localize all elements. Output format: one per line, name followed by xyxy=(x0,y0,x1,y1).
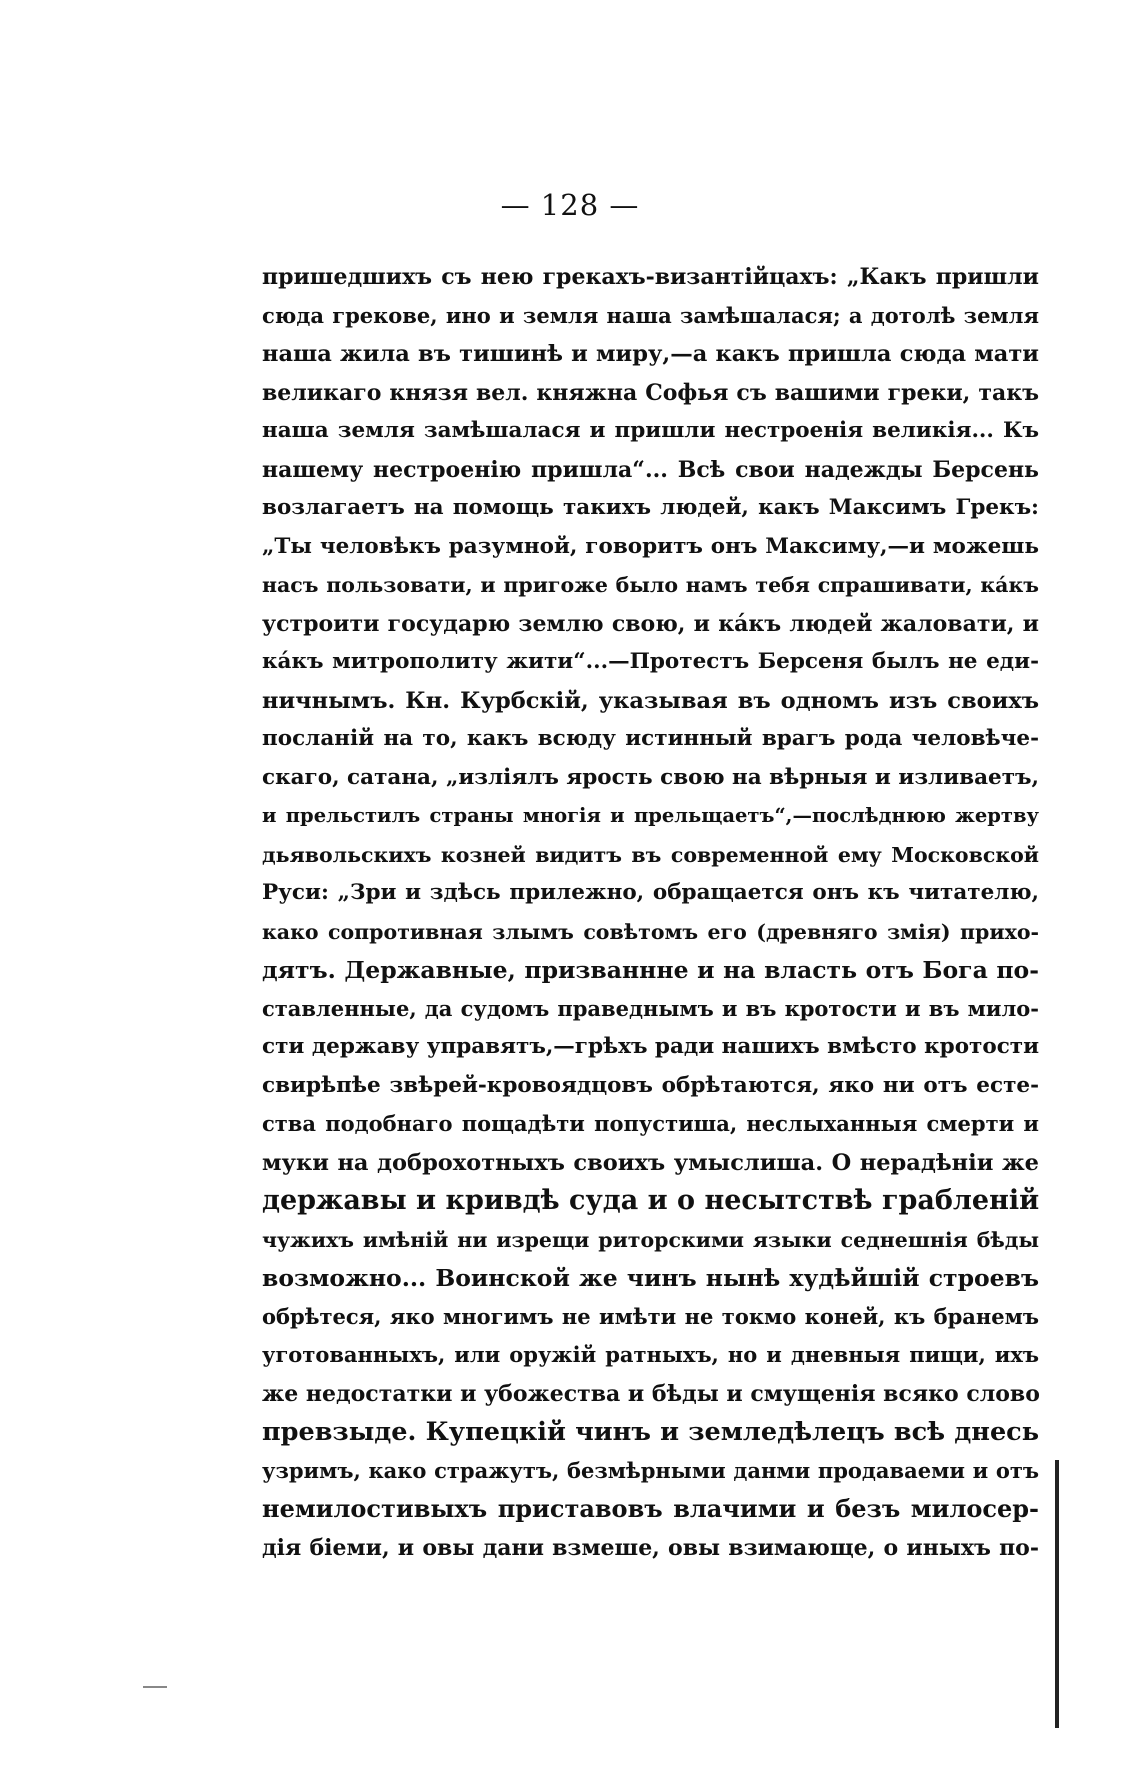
text-line: и прельстилъ страны многія и прельщаетъ“,—послѣднюю жертву xyxy=(262,804,1039,827)
text-line: чужихъ имѣній ни изрещи риторскими языки седнешнія бѣды xyxy=(262,1227,1039,1252)
text-line: ничнымъ. Кн. Курбскій, указывая въ одномъ изъ своихъ xyxy=(262,687,1039,714)
text-line: великаго князя вел. княжна Софья съ вашими греки, такъ xyxy=(262,379,1039,406)
scan-edge-mark xyxy=(1055,1460,1059,1728)
text-line: пришедшихъ съ нею грекахъ-византійцахъ: „Какъ пришли xyxy=(262,264,1039,290)
text-line: скаго, сатана, „изліялъ ярость свою на вѣрныя и изливаетъ, xyxy=(262,764,1039,790)
text-line: дія біеми, и овы дани взмеше, овы взимающе, о иныхъ по- xyxy=(262,1534,1039,1561)
text-line: уготованныхъ, или оружій ратныхъ, но и дневныя пищи, ихъ xyxy=(262,1342,1039,1367)
text-line: немилостивыхъ приставовъ влачими и безъ милосер- xyxy=(262,1494,1039,1523)
text-line: наша жила въ тишинѣ и миру,—а какъ пришла сюда мати xyxy=(262,341,1039,367)
text-line: обрѣтеся, яко многимъ не имѣти не токмо коней, къ бранемъ xyxy=(262,1303,1039,1329)
text-line: устроити государю землю свою, и ка́къ людей жаловати, и xyxy=(262,610,1039,637)
text-line: возможно... Воинской же чинъ нынѣ худѣйшій строевъ xyxy=(262,1264,1039,1292)
text-line: превзыде. Купецкій чинъ и земледѣлецъ всѣ днесь xyxy=(262,1417,1039,1447)
text-line: насъ пользовати, и пригоже было намъ тебя спрашивати, ка́къ xyxy=(262,573,1039,597)
text-line: ка́къ митрополиту жити“...—Протестъ Берсеня былъ не еди- xyxy=(262,649,1039,674)
text-line: возлагаетъ на помощь такихъ людей, какъ Максимъ Грекъ: xyxy=(262,495,1039,520)
text-line: сюда грекове, ино и земля наша замѣшалася; а дотолѣ земля xyxy=(262,302,1039,328)
text-line: узримъ, како стражутъ, безмѣрными данми продаваеми и отъ xyxy=(262,1457,1039,1483)
text-line: муки на доброхотныхъ своихъ умыслиша. О нерадѣніи же xyxy=(262,1149,1039,1176)
text-line: же недостатки и убожества и бѣды и смущенія всяко слово xyxy=(262,1380,1040,1407)
text-line: дятъ. Державные, призваннне и на власть отъ Бога по- xyxy=(262,956,1039,984)
page-number: — 128 — xyxy=(500,188,640,222)
text-line: ства подобнаго пощадѣти попустиша, неслыханныя смерти и xyxy=(262,1111,1039,1136)
text-line: посланій на то, какъ всюду истинный врагъ рода человѣче- xyxy=(262,726,1039,751)
body-text xyxy=(262,258,1039,1567)
text-line: ставленные, да судомъ праведнымъ и въ кротости и въ мило- xyxy=(262,995,1039,1021)
text-line: державы и кривдѣ суда и о несытствѣ грабленій xyxy=(262,1185,1040,1216)
text-line: свирѣпѣе звѣрей-кровоядцовъ обрѣтаются, яко ни отъ есте- xyxy=(262,1072,1039,1098)
text-line: Руси: „Зри и здѣсь прилежно, обращается онъ къ читателю, xyxy=(262,880,1039,905)
text-line: сти державу управятъ,—грѣхъ ради нашихъ вмѣсто кротости xyxy=(262,1034,1040,1059)
text-line: „Ты человѣкъ разумной, говоритъ онъ Максиму,—и можешь xyxy=(262,533,1039,559)
text-line: како сопротивная злымъ совѣтомъ его (древняго змія) прихо- xyxy=(262,919,1039,944)
text-line: наша земля замѣшалася и пришли нестроенія великія... Къ xyxy=(262,418,1039,443)
text-line: дьявольскихъ козней видитъ въ современной ему Московской xyxy=(262,842,1039,867)
margin-mark xyxy=(143,1686,167,1688)
text-line: нашему нестроенію пришла“... Всѣ свои надежды Берсень xyxy=(262,456,1039,483)
